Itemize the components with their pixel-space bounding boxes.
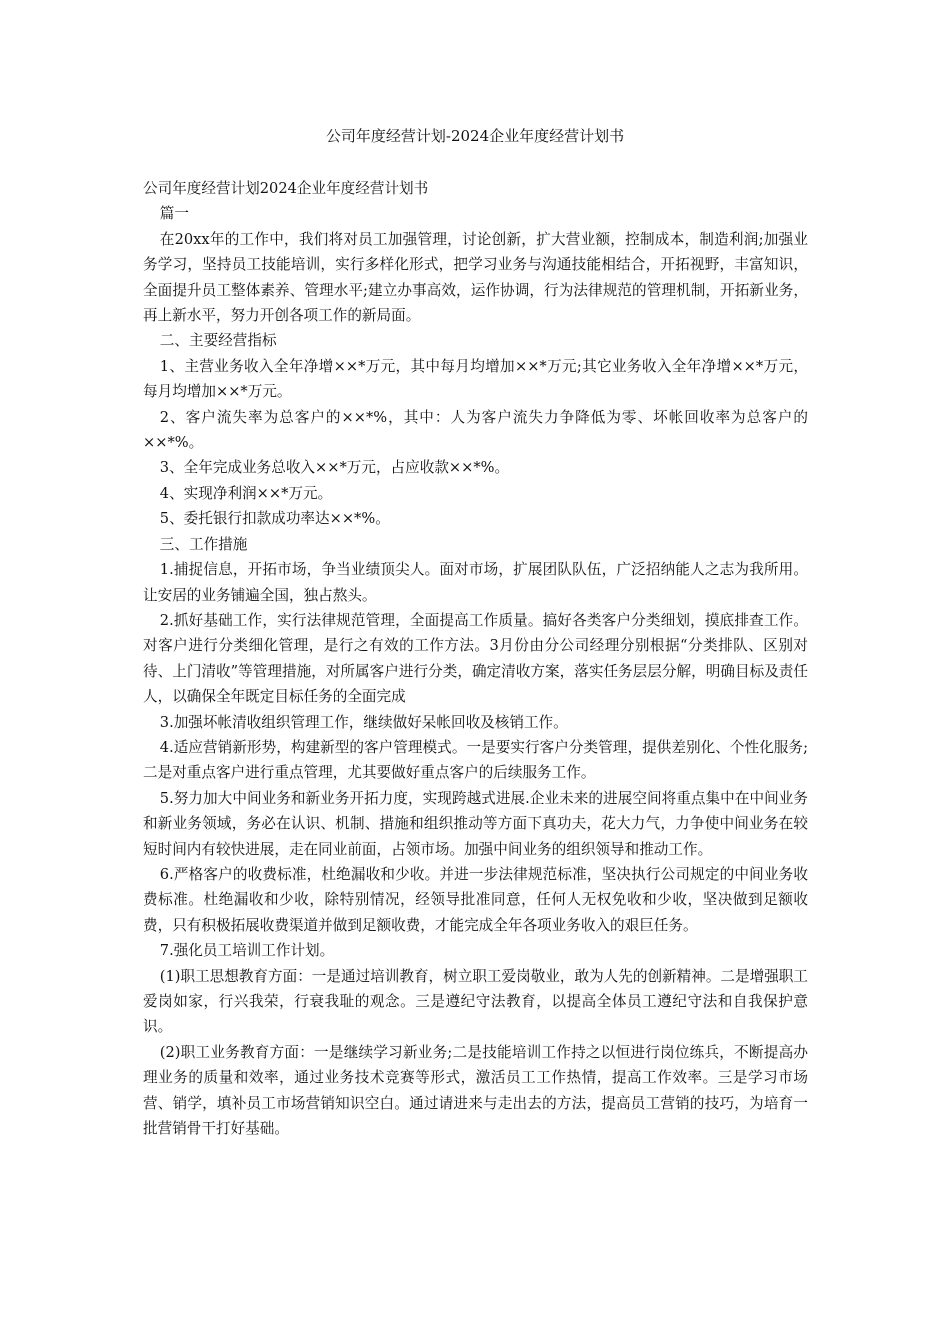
list-item: 2.抓好基础工作，实行法律规范管理，全面提高工作质量。搞好各类客户分类细划，摸底排查工作。对客户进行分类细化管理，是行之有效的工作方法。3月份由分公司经理分别根据“分类排队、区别对待、上门清收”等管理措施，对所属客户进行分类，确定清收方案，落实任务层层分解，明确目标及责任人，以确保全年既定目标任务的全面完成: [143, 611, 808, 706]
document-body: [143, 176, 808, 1141]
list-item: 5.努力加大中间业务和新业务开拓力度，实现跨越式进展.企业未来的进展空间将重点集中在中间业务和新业务领域，务必在认识、机制、措施和组织推动等方面下真功夫，花大力气，力争使中间业务在较短时间内有较快进展，走在同业前面，占领市场。加强中间业务的组织领导和推动工作。: [143, 789, 808, 858]
paragraph: 在20xx年的工作中，我们将对员工加强管理，讨论创新，扩大营业额，控制成本，制造利润;加强业务学习，坚持员工技能培训，实行多样化形式，把学习业务与沟通技能相结合，开拓视野，丰富知识，全面提升员工整体素养、管理水平;建立办事高效，运作协调，行为法律规范的管理机制，开拓新业务，再上新水平，努力开创各项工作的新局面。: [143, 230, 808, 325]
section-heading: 二、主要经营指标: [159, 332, 277, 350]
document-title: 公司年度经营计划-2024企业年度经营计划书: [325, 127, 625, 145]
section-heading: 三、工作措施: [159, 535, 248, 553]
list-item: 1、主营业务收入全年净增××*万元，其中每月均增加××*万元;其它业务收入全年净增××*万元，每月均增加××*万元。: [143, 357, 808, 401]
sub-list-item: (1)职工思想教育方面：一是通过培训教育，树立职工爱岗敬业，敢为人先的创新精神。二是增强职工爱岗如家，行兴我荣，行衰我耻的观念。三是遵纪守法教育，以提高全体员工遵纪守法和自我保护意识。: [143, 967, 808, 1036]
list-item: 3.加强坏帐清收组织管理工作，继续做好呆帐回收及核销工作。: [159, 713, 568, 731]
section-label: 篇一: [159, 205, 189, 223]
list-item: 5、委托银行扣款成功率达××*%。: [159, 510, 390, 528]
list-item: 1.捕捉信息，开拓市场，争当业绩顶尖人。面对市场，扩展团队队伍，广泛招纳能人之志为我所用。让安居的业务铺遍全国，独占熬头。: [143, 561, 808, 604]
list-item: 2、客户流失率为总客户的××*%，其中：人为客户流失力争降低为零、坏帐回收率为总客户的××*%。: [143, 408, 808, 452]
list-item: 4、实现净利润××*万元。: [159, 484, 333, 502]
list-item: 3、全年完成业务总收入××*万元，占应收款××*%。: [159, 459, 510, 477]
document-subtitle: 公司年度经营计划2024企业年度经营计划书: [143, 180, 429, 197]
list-item: 7.强化员工培训工作计划。: [159, 942, 335, 960]
sub-list-item: (2)职工业务教育方面：一是继续学习新业务;二是技能培训工作持之以恒进行岗位练兵，不断提高办理业务的质量和效率，通过业务技术竞赛等形式，激活员工工作热情，提高工作效率。三是学习市场营、销学，填补员工市场营销知识空白。通过请进来与走出去的方法，提高员工营销的技巧，为培育一批营销骨干打好基础。: [143, 1043, 808, 1138]
list-item: 6.严格客户的收费标准，杜绝漏收和少收。并进一步法律规范标准，坚决执行公司规定的中间业务收费标准。杜绝漏收和少收，除特别情况，经领导批准同意，任何人无权免收和少收，坚决做到足额收费，只有积极拓展收费渠道并做到足额收费，才能完成全年各项业务收入的艰巨任务。: [143, 865, 808, 934]
list-item: 4.适应营销新形势，构建新型的客户管理模式。一是要实行客户分类管理，提供差别化、个性化服务;二是对重点客户进行重点管理，尤其要做好重点客户的后续服务工作。: [143, 738, 808, 782]
